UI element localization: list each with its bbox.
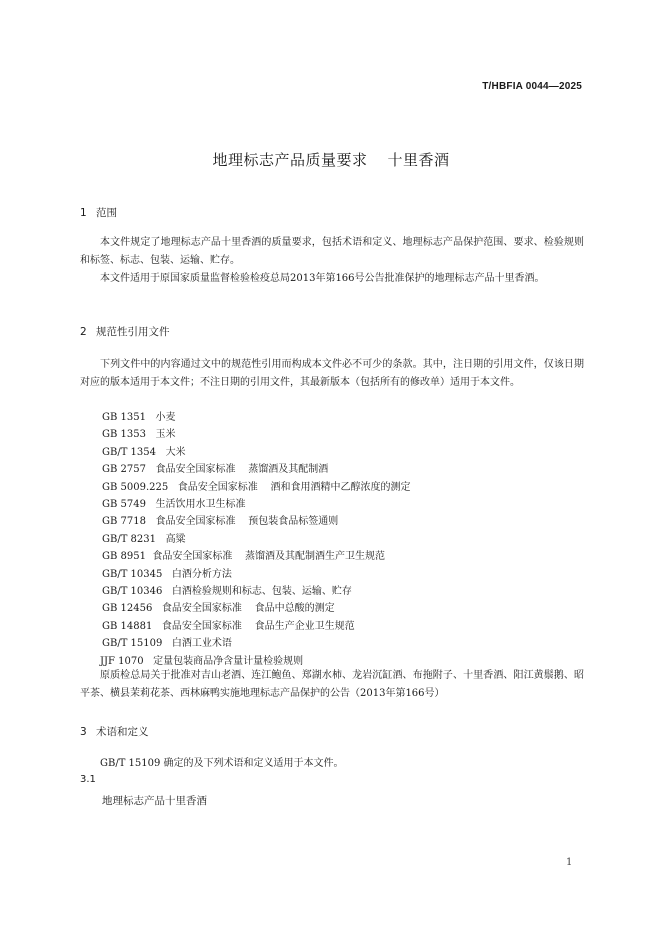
reference-title: 食品安全国家标准 蒸馏酒及其配制酒生产卫生规范	[152, 551, 386, 563]
standard-code: T/HBFIA 0044—2025	[482, 81, 582, 92]
section-title: 规范性引用文件	[96, 326, 170, 338]
reference-item	[102, 513, 411, 530]
terms-intro: GB/T 15109 确定的及下列术语和定义适用于本文件。	[100, 758, 344, 769]
reference-title: 食品安全国家标准 预包装食品标签通则	[155, 516, 339, 528]
title-main: 地理标志产品质量要求	[212, 151, 368, 169]
reference-code: GB 1351	[102, 412, 146, 423]
reference-code: GB/T 8231	[102, 533, 157, 545]
reference-title: 白酒工业术语	[171, 638, 232, 650]
page-title	[0, 149, 662, 170]
reference-item	[102, 600, 411, 617]
section-number: 1	[80, 207, 87, 219]
reference-title: 生活饮用水卫生标准	[155, 499, 246, 511]
reference-item	[102, 566, 411, 583]
reference-code: GB 12456	[102, 603, 153, 615]
reference-code: GB 7718	[102, 516, 146, 528]
reference-code: GB 5749	[102, 499, 146, 511]
reference-item	[102, 618, 411, 635]
subsection-title: 地理标志产品十里香酒	[102, 795, 207, 807]
reference-code: GB 2757	[102, 464, 146, 476]
title-sub: 十里香酒	[387, 151, 450, 169]
reference-item	[102, 479, 411, 496]
section-title: 术语和定义	[96, 726, 149, 738]
section-heading-terms-definitions	[80, 724, 149, 739]
reference-code: JJF 1070	[100, 655, 144, 667]
reference-item	[102, 583, 411, 600]
reference-code: GB/T 15109	[102, 638, 163, 650]
reference-title: 食品安全国家标准 酒和食用酒精中乙醇浓度的测定	[177, 481, 411, 493]
reference-item	[102, 444, 411, 461]
reference-code: GB/T 10346	[102, 586, 163, 598]
references-intro: 下列文件中的内容通过文中的规范性引用而构成本文件必不可少的条款。其中，注日期的引用文件，仅该日期对应的版本适用于本文件；不注日期的引用文件，其最新版本（包括所有的修改单）适用于本文件。	[80, 359, 584, 388]
reference-code: GB/T 10345	[102, 568, 163, 580]
section-number: 2	[80, 326, 87, 338]
reference-list	[102, 409, 411, 670]
reference-item	[102, 461, 411, 478]
reference-code: GB 8951	[102, 551, 146, 563]
section-heading-scope	[80, 205, 117, 220]
reference-code: GB 5009.225	[102, 481, 169, 493]
reference-title: 大米	[165, 446, 186, 458]
reference-item	[102, 531, 411, 548]
reference-item	[102, 548, 411, 565]
reference-title: 食品安全国家标准 食品生产企业卫生规范	[161, 620, 355, 632]
section-number: 3	[80, 726, 87, 738]
reference-code: GB/T 1354	[102, 446, 157, 458]
reference-title: 高粱	[165, 533, 186, 545]
reference-title: 玉米	[155, 429, 176, 441]
reference-title: 食品安全国家标准 食品中总酸的测定	[161, 603, 335, 615]
scope-paragraph-2: 本文件适用于原国家质量监督检验检疫总局2013年第166号公告批准保护的地理标志产品十里香酒。	[100, 273, 545, 284]
reference-title: 定量包装商品净含量计量检验规则	[153, 655, 304, 667]
reference-title: 白酒分析方法	[171, 568, 232, 580]
reference-item	[102, 426, 411, 443]
reference-title: 食品安全国家标准 蒸馏酒及其配制酒	[155, 464, 329, 476]
scope-paragraph-1: 本文件规定了地理标志产品十里香酒的质量要求，包括术语和定义、地理标志产品保护范围、要求、检验规则和标签、标志、包装、运输、贮存。	[80, 237, 584, 266]
reference-code: GB 1353	[102, 429, 146, 441]
section-heading-normative-references	[80, 324, 170, 339]
subsection-number: 3.1	[80, 774, 96, 785]
section-title: 范围	[96, 207, 117, 219]
page-number: 1	[566, 857, 573, 868]
announcement-paragraph: 原质检总局关于批准对吉山老酒、连江鲍鱼、郑湖水柿、龙岩沉缸酒、布拖附子、十里香酒、阳江黄鬃鹅、昭平茶、横县茉莉花茶、西林麻鸭实施地理标志产品保护的公告（2013年第166号）	[80, 670, 584, 699]
reference-title: 白酒检验规则和标志、包装、运输、贮存	[171, 586, 352, 598]
reference-item	[102, 496, 411, 513]
reference-item	[102, 635, 411, 652]
reference-code: GB 14881	[102, 620, 153, 632]
reference-item	[102, 409, 411, 426]
reference-title: 小麦	[155, 412, 176, 423]
